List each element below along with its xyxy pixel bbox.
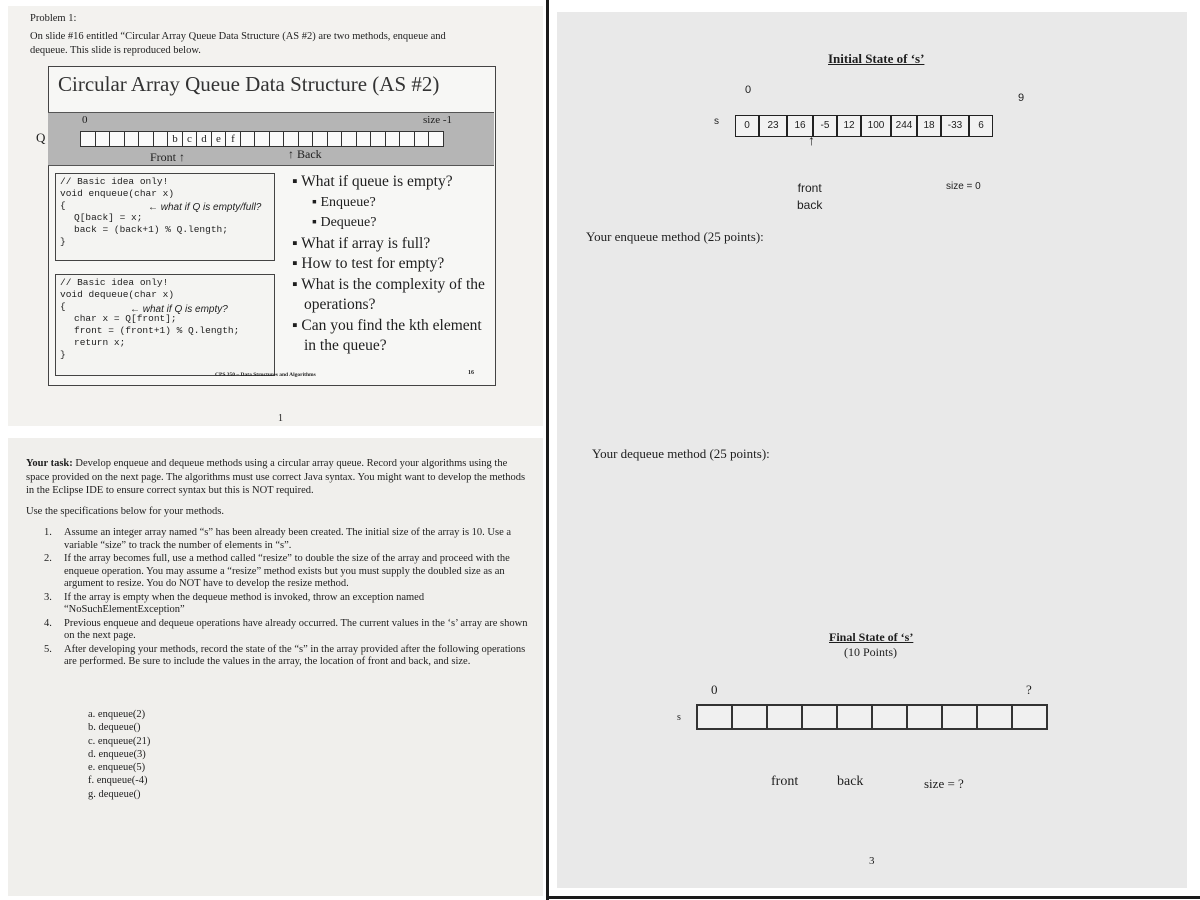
slide-bullet: ▪ What is the complexity of the operations? (292, 275, 485, 313)
queue-index-last: size -1 (423, 114, 453, 126)
spec-item (44, 527, 532, 552)
spec-number: 4. (44, 617, 52, 629)
code-line: // Basic idea only! (60, 277, 169, 288)
queue-cell: e (211, 131, 227, 147)
final-array-cell (696, 704, 733, 730)
problem-label: Problem 1: (30, 13, 77, 24)
code-line: front = (front+1) % Q.length; (74, 325, 240, 336)
initial-array (735, 113, 1040, 137)
operation-letter: g. (88, 788, 96, 800)
slide-bullet: ▪ Can you find the kth element in the queue? (292, 316, 482, 354)
divider (546, 0, 549, 900)
array-cell: 16 (787, 115, 813, 137)
spec-text: If the array is empty when the dequeue method is invoked, throw an exception named “NoSuchElementException” (64, 591, 425, 615)
bullet-text: What if queue is empty? (301, 173, 453, 190)
operation-text: enqueue(3) (98, 748, 146, 760)
queue-cells (80, 131, 440, 147)
final-points: (10 Points) (844, 645, 898, 659)
final-array-cell (976, 704, 1013, 730)
queue-cell (428, 131, 444, 147)
code-line: void enqueue(char x) (60, 188, 175, 199)
bullet-text: Enqueue? (320, 194, 376, 210)
page-number-3: 3 (869, 855, 875, 867)
page-number-1: 1 (278, 413, 283, 424)
code-line: back = (back+1) % Q.length; (74, 224, 228, 235)
final-front: front (771, 774, 799, 789)
operation-letter: d. (88, 748, 96, 760)
operation-text: enqueue(21) (97, 735, 151, 747)
code-line: return x; (74, 337, 126, 348)
array-cell: 12 (837, 115, 861, 137)
enqueue-code-box (55, 173, 275, 261)
spec-item (44, 592, 532, 617)
final-array-cell (731, 704, 768, 730)
slide-bullet: ▪ What if array is full? (292, 234, 431, 252)
code-line: void dequeue(char x) (60, 289, 175, 300)
final-array-cell (906, 704, 943, 730)
bottom-rule (546, 896, 1200, 899)
array-name: s (714, 116, 719, 127)
operation-text: enqueue(2) (97, 709, 146, 720)
final-state-title: Final State of ‘s’ (829, 630, 914, 644)
spec-item (44, 618, 532, 643)
queue-cell: d (196, 131, 212, 147)
intro-line-2: dequeue. This slide is reproduced below. (30, 45, 201, 56)
operation-text: dequeue() (98, 788, 141, 800)
operation-item (88, 761, 288, 774)
slide-footer: CPS 350 – Data Structures and Algorithms (215, 372, 316, 378)
spec-number: 5. (44, 643, 52, 655)
spec-item (44, 644, 532, 669)
slide-bullet: ▪ Enqueue? (312, 194, 376, 210)
final-array-cell (941, 704, 978, 730)
final-index-last: ? (1026, 682, 1032, 697)
bullet-text: Dequeue? (320, 215, 377, 230)
ops-list (88, 708, 288, 801)
slide-bullet: ▪ How to test for empty? (292, 255, 445, 272)
front-label: Front ↑ (150, 150, 186, 164)
spec-text: After developing your methods, record the state of the “s” in the array provided after the following operations are performed. Be sure to include the values in the array, the location of front and back, and size. (64, 643, 526, 667)
final-size: size = ? (924, 776, 964, 791)
initial-size: size = 0 (946, 181, 981, 192)
queue-cell: c (182, 131, 198, 147)
final-array (696, 704, 1051, 732)
final-back: back (837, 774, 864, 789)
spec-item (44, 553, 532, 591)
dequeue-note: ← what if Q is empty? (130, 304, 228, 315)
array-cell: 6 (969, 115, 993, 137)
operation-text: enqueue(5) (97, 762, 146, 774)
intro-line-1: On slide #16 entitled “Circular Array Queue Data Structure (AS #2) are two methods, enqueue and (30, 31, 446, 42)
slide-bullets (290, 172, 490, 357)
operation-item (88, 774, 288, 787)
code-line: Q[back] = x; (74, 212, 143, 223)
final-array-cell (801, 704, 838, 730)
queue-cell: b (167, 131, 183, 147)
final-index-zero: 0 (711, 682, 718, 697)
front-back-labels: front back (797, 181, 823, 212)
slide-number: 16 (468, 370, 474, 376)
enqueue-note: ← what if Q is empty/full? (148, 202, 262, 213)
spec-list (44, 527, 532, 670)
bullet-text: What if array is full? (301, 234, 431, 252)
final-array-cell (766, 704, 803, 730)
array-cell: 244 (891, 115, 917, 137)
code-line: char x = Q[front]; (74, 313, 177, 324)
operation-letter: e. (88, 762, 96, 774)
slide-bullet: ▪ What if queue is empty? (292, 173, 453, 190)
spec-text: Previous enqueue and dequeue operations have already occurred. The current values in the ‘s’ array are shown on the next page. (64, 617, 528, 641)
operation-letter: a. (88, 709, 96, 720)
slide-bullet: ▪ Dequeue? (312, 215, 377, 230)
operation-letter: b. (88, 722, 96, 734)
final-array-cell (836, 704, 873, 730)
array-cell: -5 (813, 115, 837, 137)
spec-text: Assume an integer array named “s” has been already been created. The initial size of the array is 10. Use a variable “size” to track the number of elements in “s”. (64, 527, 512, 551)
array-cell: 18 (917, 115, 941, 137)
enqueue-prompt: Your enqueue method (25 points): (586, 229, 764, 244)
operation-text: dequeue() (98, 722, 141, 734)
slide-title: Circular Array Queue Data Structure (AS #2) (58, 72, 440, 96)
queue-index-zero: 0 (82, 114, 88, 126)
operation-item (88, 721, 288, 734)
back-label: ↑ Back (288, 147, 322, 161)
initial-state-title: Initial State of ‘s’ (828, 51, 925, 66)
bullet-text: How to test for empty? (301, 255, 445, 272)
queue-label: Q (36, 130, 46, 145)
spec-text: If the array becomes full, use a method called “resize” to double the size of the array and proceed with the enqueue operation. You may assume a “resize” method exists but you must supply the doubled size as an argument to resize. You do NOT have to develop the resize method. (64, 553, 510, 589)
task-intro: Your task: Develop enqueue and dequeue methods using a circular array queue. Record your algorithms using the space provided on the next page. The algorithms must use correct Java syntax. You might want to develop the methods in the Eclipse IDE to ensure correct syntax but this is NOT required. (26, 458, 526, 496)
dequeue-prompt: Your dequeue method (25 points): (592, 446, 770, 461)
final-array-cell (871, 704, 908, 730)
array-cell: 0 (735, 115, 759, 137)
operation-item (88, 735, 288, 748)
initial-index-zero: 0 (745, 84, 752, 96)
spec-number: 2. (44, 553, 52, 564)
operation-item (88, 788, 288, 801)
spec-number: 3. (44, 591, 52, 603)
code-line: { (60, 301, 66, 312)
operation-letter: f. (88, 775, 95, 787)
array-cell: 100 (861, 115, 891, 137)
initial-index-nine: 9 (1018, 92, 1025, 104)
spec-intro: Use the specifications below for your methods. (26, 506, 224, 517)
array-cell: -33 (941, 115, 969, 137)
bullet-text: Can you find the kth element in the queue? (301, 316, 482, 354)
operation-letter: c. (88, 735, 96, 747)
front-arrow-icon: ↑ (808, 134, 815, 149)
operation-item (88, 748, 288, 761)
code-line: } (60, 349, 66, 360)
final-array-cell (1011, 704, 1048, 730)
code-line: } (60, 236, 66, 247)
array-cell: 23 (759, 115, 787, 137)
operation-text: enqueue(-4) (96, 775, 148, 787)
spec-number: 1. (44, 527, 52, 538)
operation-item (88, 708, 288, 721)
dequeue-code-box (55, 274, 275, 376)
queue-cell: f (225, 131, 241, 147)
final-array-name: s (677, 712, 681, 723)
code-line: // Basic idea only! (60, 176, 169, 187)
bullet-text: What is the complexity of the operations? (301, 275, 485, 313)
code-line: { (60, 200, 66, 211)
